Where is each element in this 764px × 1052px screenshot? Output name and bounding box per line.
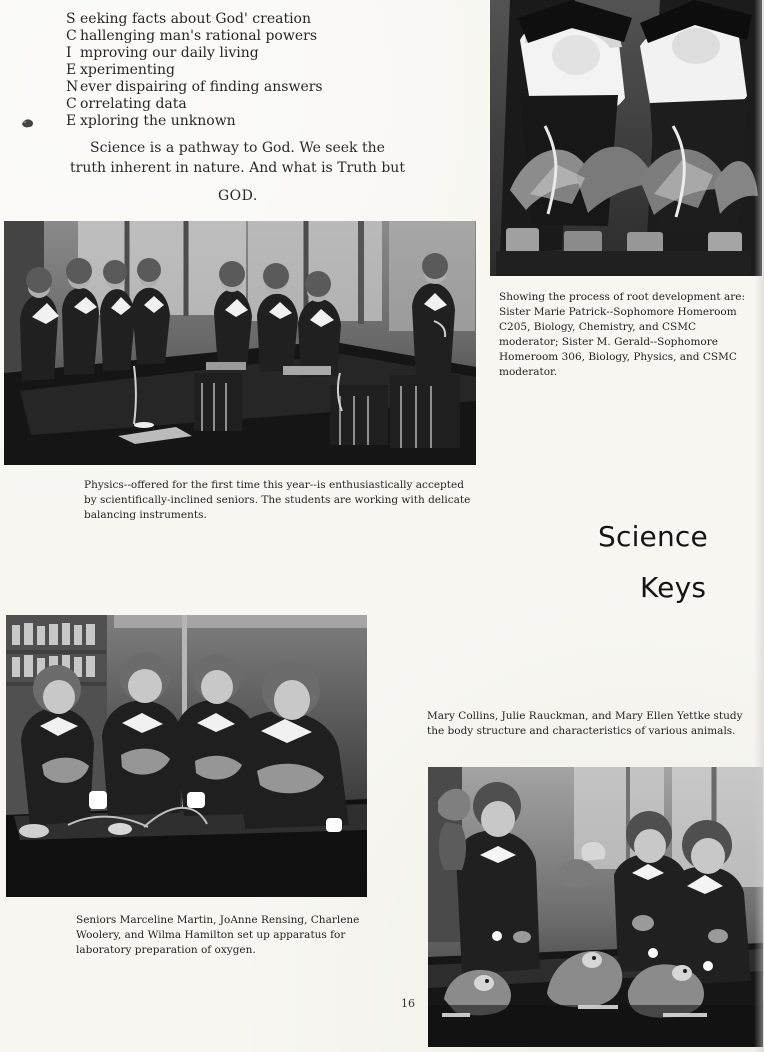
ink-spot-icon [20, 117, 35, 129]
science-acrostic [66, 11, 396, 130]
caption-physics: Physics--offered for the first time this year--is enthusiastically accepted by scientifically-inclined seniors. The students are working with delicate balancing instruments. [84, 479, 471, 521]
acrostic-line [66, 62, 396, 79]
acrostic-line [66, 28, 396, 45]
photo-oxygen-lab [6, 615, 367, 897]
caption-animals: Mary Collins, Julie Rauckman, and Mary Ellen Yettke study the body structure and characteristics of various animals. [427, 710, 743, 737]
acrostic-line [66, 11, 396, 28]
caption-oxygen: Seniors Marceline Martin, JoAnne Rensing, Charlene Woolery, and Wilma Hamilton set up apparatus for laboratory preparation of oxygen. [76, 914, 360, 956]
acrostic-line [66, 79, 396, 96]
acrostic-text: xploring the unknown [80, 113, 236, 129]
acrostic-text: hallenging man's rational powers [80, 28, 318, 44]
page-number: 16 [401, 997, 415, 1010]
acrostic-line [66, 96, 396, 113]
photo-physics-lab [4, 221, 476, 465]
acrostic-text: mproving our daily living [80, 45, 259, 61]
page-edge-shadow [754, 0, 764, 1052]
photo-animal-study [428, 767, 763, 1047]
acrostic-text: ever dispairing of finding answers [80, 79, 323, 95]
acrostic-text: xperimenting [80, 62, 175, 78]
section-title-science: Science [598, 520, 708, 553]
acrostic-line [66, 113, 396, 130]
acrostic-letter: C [66, 28, 77, 44]
photo-root-development [490, 0, 762, 276]
intro-text: Science is a pathway to God. We seek the truth inherent in nature. And what is Truth but [70, 140, 405, 176]
acrostic-letter: C [66, 96, 77, 112]
acrostic-letter: E [66, 113, 77, 129]
acrostic-letter: E [66, 62, 77, 78]
intro-paragraph [70, 138, 410, 178]
acrostic-letter: N [66, 79, 79, 95]
caption-root-development: Showing the process of root development are: Sister Marie Patrick--Sophomore Homeroom C205, Biology, Chemistry, and CSMC moderator; Sister M. Gerald--Sophomore Homeroom 306, Biology, Physics, and CSMC moderator. [499, 291, 746, 378]
acrostic-text: orrelating data [80, 96, 187, 112]
section-title-keys: Keys [640, 571, 707, 604]
acrostic-letter: S [66, 11, 76, 27]
acrostic-letter: I [66, 45, 72, 61]
acrostic-line [66, 45, 396, 62]
intro-god: GOD. [218, 188, 258, 204]
acrostic-text: eeking facts about God' creation [80, 11, 312, 27]
